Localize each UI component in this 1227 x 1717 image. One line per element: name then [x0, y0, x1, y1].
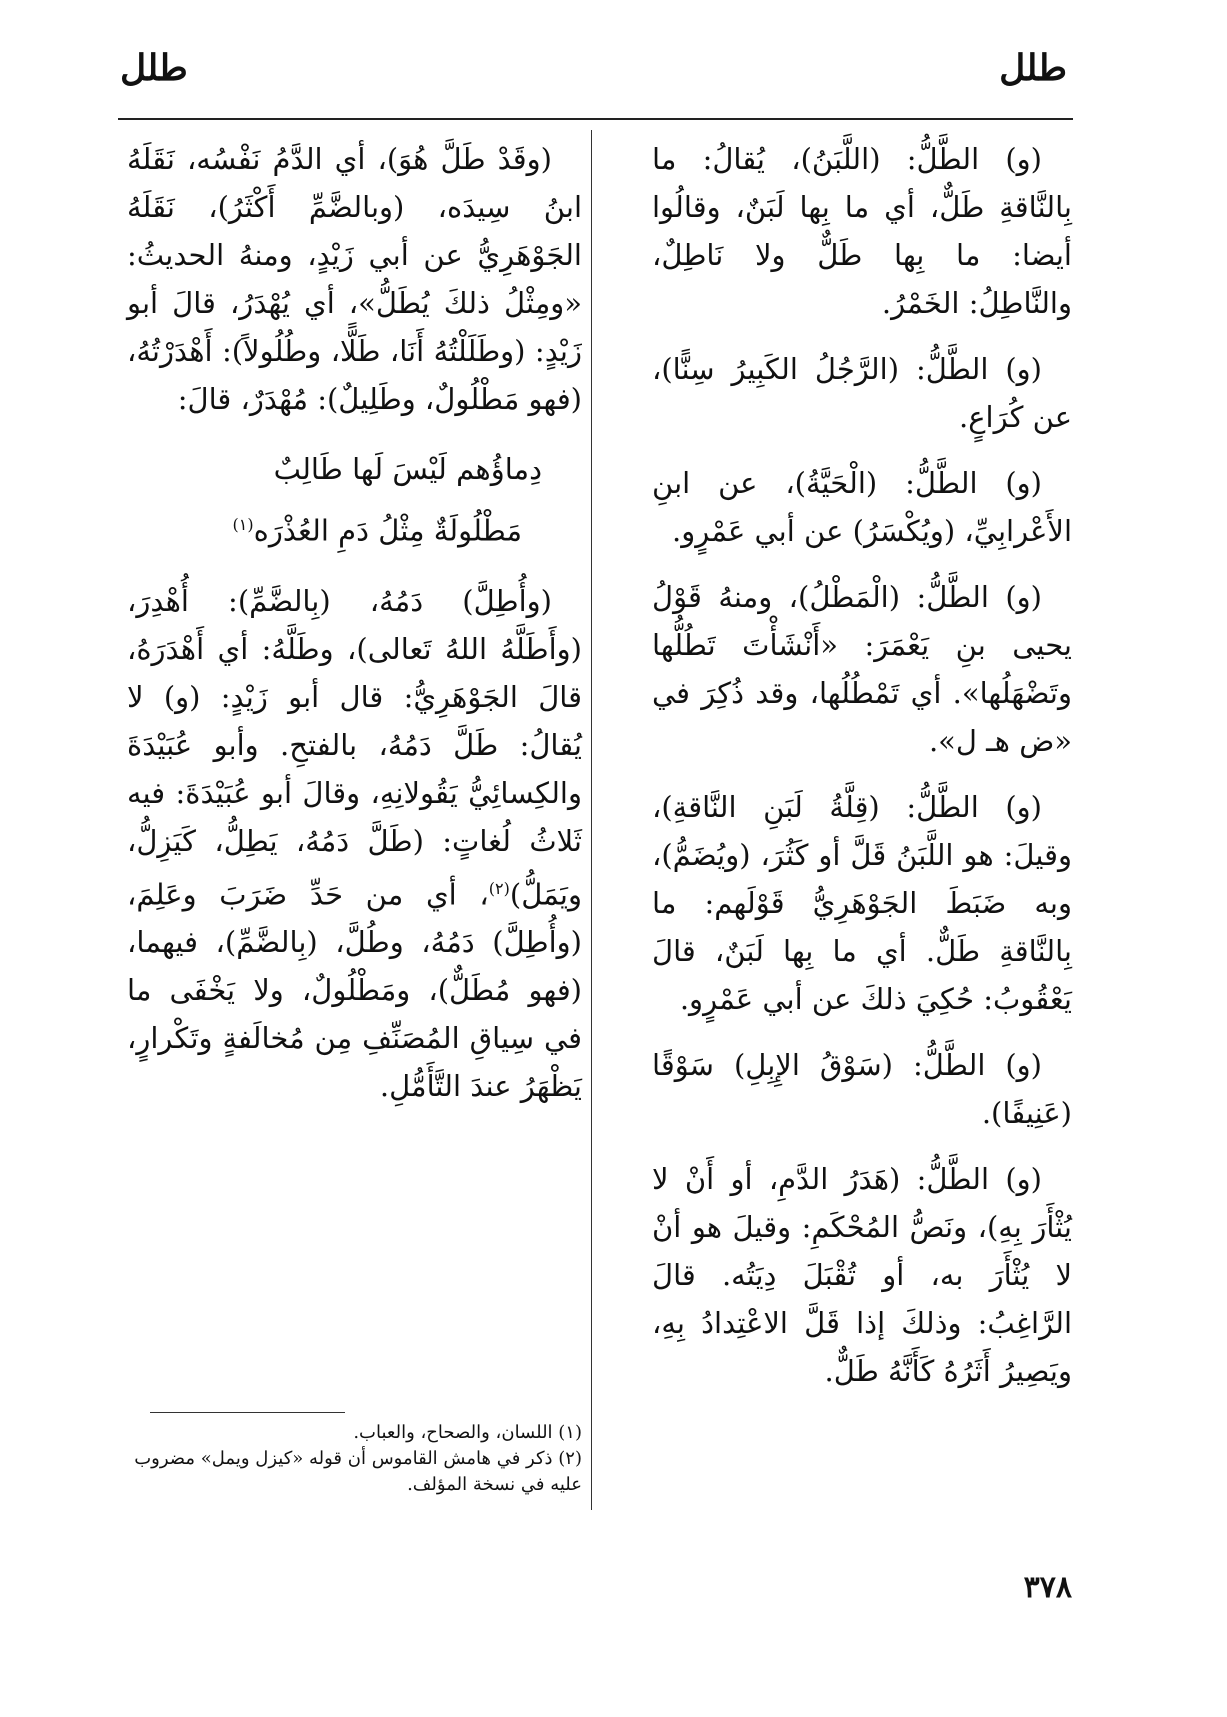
entry-text-cont: ، أي من حَدِّ ضَرَبَ وعَلِمَ، (وأُطِلَّ) دَمُهُ، وطُلَّ، (بِالضَّمِّ)، فيهما، (فهو مُطَلٌّ)، ومَطْلُولٌ، ولا يَخْفَى ما في سِياقِ المُصَنِّفِ مِن مُخالَفةٍ وتَكْرارٍ، يَظْهَرُ عندَ التَّأَمُّلِ. [127, 877, 582, 1104]
footnote-ref-2: (٢) [488, 878, 510, 898]
verse-line-1: دِماؤُهم لَيْسَ لَها طَالِبٌ [273, 452, 542, 486]
entry-paragraph [127, 577, 582, 1111]
footnote-1: (١) اللسان، والصحاح، والعباب. [353, 1422, 582, 1443]
footnote-ref-1: (١) [232, 515, 254, 534]
entry-paragraph: (و) الطَّلُّ: (الْمَطْلُ)، ومنهُ قَوْلُ يحيى بنِ يَعْمَرَ: «أَنْشَأْتَ تَطُلُّها وتَضْهَلُها». أي تَمْطُلُها، وقد ذُكِرَ في «ض هـ ل». [652, 580, 1072, 758]
running-head-left: طلل [120, 47, 188, 89]
verse-line-2-text: مَطْلُولَةٌ مِثْلُ دَمِ العُذْرَه [253, 513, 522, 548]
footnote-2: (٢) ذكر في هامش القاموس أن قوله «كيزل ويمل» مضروب عليه في نسخة المؤلف. [134, 1448, 582, 1495]
left-column [127, 135, 582, 1128]
column-divider [591, 130, 592, 1510]
entry-paragraph: (وقَدْ طَلَّ هُوَ)، أي الدَّمُ نَفْسُه، نَقَلَهُ ابنُ سِيدَه، (وبالضَّمِّ أَكْثَرُ)، نَقَلَهُ الجَوْهَرِيُّ عن أبي زَيْدٍ، ومنهُ الحديثُ: «ومِثْلُ ذلكَ يُطَلُّ»، أي يُهْدَرُ، قالَ أبو زَيْدٍ: (وطَلَلْتُهُ أَنَا، طَلًّا، وطُلُولاً): أَهْدَرْتُهُ، (فهو مَطْلُولٌ، وطَلِيلٌ): مُهْدَرٌ، قالَ: [127, 142, 582, 416]
page-number: ٣٧٨ [1023, 1570, 1072, 1605]
running-head-right: طلل [999, 47, 1067, 89]
entry-paragraph: (و) الطَّلُّ: (الرَّجُلُ الكَبِيرُ سِنًّا)، عن كُرَاعٍ. [652, 352, 1072, 434]
poetry-verse [127, 441, 582, 559]
entry-paragraph: (و) الطَّلُّ: (سَوْقُ الإِبِلِ) سَوْقًا (عَنِيفًا). [652, 1048, 1072, 1130]
entry-text: (وأُطِلَّ) دَمُهُ، (بِالضَّمِّ): أُهْدِرَ، (وأَطَلَّهُ اللهُ تَعالى)، وطَلَّهُ: أي أَهْدَرَهُ، قالَ الجَوْهَرِيُّ: قال أبو زَيْدٍ: (و) لا يُقالُ: طَلَّ دَمُهُ، بالفتحِ. وأبو عُبَيْدَةَ والكِسائِيُّ يَقُولانِهِ، وقالَ أبو عُبَيْدَةَ: فيه ثَلاثُ لُغاتٍ: (طَلَّ دَمُهُ، يَطِلُّ، كَيَزِلُّ، ويَمَلُّ) [127, 583, 582, 912]
footnotes [127, 1420, 582, 1498]
verse-line-2 [127, 497, 582, 559]
entry-paragraph: (و) الطَّلُّ: (قِلَّةُ لَبَنِ النَّاقةِ)، وقيلَ: هو اللَّبَنُ قَلَّ أو كَثُرَ، (ويُضَمُّ)، وبه ضَبَطَ الجَوْهَرِيُّ قَوْلَهم: ما بِالنَّاقةِ طَلٌّ. أي ما بِها لَبَنٌ، قالَ يَعْقُوبُ: حُكِيَ ذلكَ عن أبي عَمْرٍو. [652, 790, 1072, 1016]
entry-paragraph: (و) الطَّلُّ: (هَدَرُ الدَّمِ، أو أَنْ لا يُثْأَرَ بِهِ)، ونَصُّ المُحْكَمِ: وقيلَ هو أنْ لا يُثْأَرَ به، أو تُقْبَلَ دِيَتُه. قالَ الرَّاغِبُ: وذلكَ إذا قَلَّ الاعْتِدادُ بِهِ، ويَصِيرُ أَثَرُهُ كَأَنَّهُ طَلٌّ. [652, 1162, 1072, 1388]
entry-paragraph: (و) الطَّلُّ: (اللَّبَنُ)، يُقالُ: ما بِالنَّاقةِ طَلٌّ، أي ما بِها لَبَنٌ، وقالُوا أيضا: ما بِها طَلٌّ ولا نَاطِلٌ، والنَّاطِلُ: الخَمْرُ. [652, 142, 1072, 320]
header-rule [118, 118, 1073, 120]
right-column [652, 135, 1072, 1413]
entry-paragraph: (و) الطَّلُّ: (الْحَيَّةُ)، عن ابنِ الأَعْرابِيِّ، (ويُكْسَرُ) عن أبي عَمْرٍو. [652, 466, 1072, 548]
footnote-rule [150, 1412, 345, 1413]
